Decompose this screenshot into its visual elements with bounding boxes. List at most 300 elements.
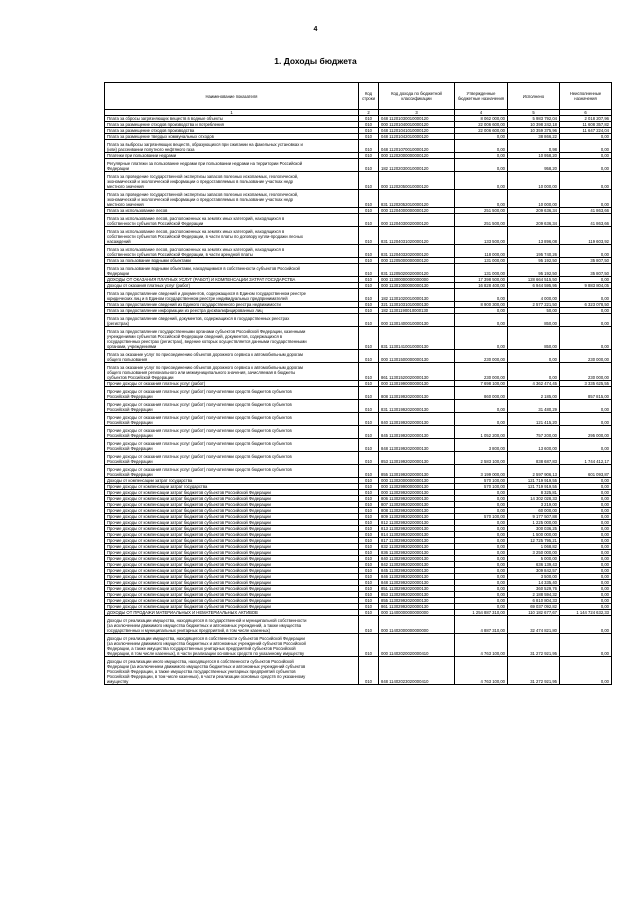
row-kbk: 831 11202052010000120 bbox=[379, 190, 455, 208]
row-name bbox=[105, 350, 359, 363]
row-kbk: 817 11302992020000130 bbox=[379, 538, 455, 544]
row-line-code: 010 bbox=[359, 502, 379, 508]
row-approved: 22 006 600,00 bbox=[455, 128, 508, 134]
row-approved: 570 100,00 bbox=[455, 514, 508, 520]
row-line-code: 010 bbox=[359, 478, 379, 484]
row-kbk: 000 11302000000000130 bbox=[379, 478, 455, 484]
row-approved: 131 000,00 bbox=[455, 258, 508, 264]
table-row bbox=[105, 159, 612, 172]
row-name bbox=[105, 264, 359, 277]
row-approved: 22 006 600,00 bbox=[455, 122, 508, 128]
row-kbk: 182 11301190010000130 bbox=[379, 308, 455, 314]
row-approved: 0,00 bbox=[455, 327, 508, 350]
row-kbk: 831 11205020020000120 bbox=[379, 264, 455, 277]
row-approved: 0,00 bbox=[455, 550, 508, 556]
row-name bbox=[105, 314, 359, 327]
table-row bbox=[105, 350, 612, 363]
row-name-line: Плата за оказание услуг по присоединению объектов дорожного сервиса к автомобильным дорогам bbox=[107, 352, 303, 357]
row-approved: 0,00 bbox=[455, 190, 508, 208]
row-unexecuted: 601 093,87 bbox=[560, 465, 612, 478]
row-line-code: 010 bbox=[359, 426, 379, 439]
row-executed: 110 182 677,67 bbox=[508, 610, 560, 616]
row-unexecuted: 295 000,00 bbox=[560, 426, 612, 439]
row-name-line: Федерации, в том числе казенных), в части реализации основных средств по указанному имуществу bbox=[107, 651, 305, 656]
row-line-code: 010 bbox=[359, 190, 379, 208]
row-line-code: 010 bbox=[359, 327, 379, 350]
row-unexecuted: 3 335 625,55 bbox=[560, 381, 612, 387]
row-kbk: 813 11302992020000130 bbox=[379, 526, 455, 532]
row-executed: 360 529,76 bbox=[508, 586, 560, 592]
row-unexecuted: 6 323 078,50 bbox=[560, 302, 612, 308]
row-kbk: 814 11302992020000130 bbox=[379, 532, 455, 538]
row-approved: 0,00 bbox=[455, 413, 508, 426]
row-line-code: 010 bbox=[359, 413, 379, 426]
row-name-line: Прочие доходы от компенсации затрат бюджетов субъектов Российской Федерации bbox=[107, 514, 271, 519]
row-executed: 10 000,00 bbox=[508, 190, 560, 208]
table-row bbox=[105, 439, 612, 452]
row-kbk: 000 11302990000000130 bbox=[379, 484, 455, 490]
row-unexecuted: 0,00 bbox=[560, 478, 612, 484]
row-unexecuted: 0,00 bbox=[560, 586, 612, 592]
row-name-line: собственности субъектов Российской Федерации, в части арендной платы bbox=[107, 252, 253, 257]
table-row bbox=[105, 172, 612, 190]
row-line-code: 010 bbox=[359, 289, 379, 302]
row-unexecuted: 0,00 bbox=[560, 439, 612, 452]
row-line-code: 010 bbox=[359, 592, 379, 598]
row-unexecuted: 11 608 357,82 bbox=[560, 122, 612, 128]
row-executed: 209 636,34 bbox=[508, 208, 560, 214]
row-line-code: 010 bbox=[359, 302, 379, 308]
row-kbk: 851 11302992020000130 bbox=[379, 586, 455, 592]
row-name-line: Прочие доходы от компенсации затрат бюджетов субъектов Российской Федерации bbox=[107, 502, 271, 507]
row-name-line: Плата за оказание услуг по присоединению объектов дорожного сервиса к автомобильным дорогам bbox=[107, 365, 303, 370]
row-unexecuted: 1 744 412,17 bbox=[560, 452, 612, 465]
row-name-line: Плата за размещение твердых коммунальных отходов bbox=[107, 134, 214, 139]
row-line-code: 010 bbox=[359, 387, 379, 400]
row-name-line: Прочие доходы от оказания платных услуг (работ) получателями средств бюджетов субъектов bbox=[107, 454, 292, 459]
row-line-code: 010 bbox=[359, 634, 379, 657]
table-row bbox=[105, 264, 612, 277]
row-name-line: Плата за предоставление сведений из Единого государственного реестра недвижимости bbox=[107, 302, 281, 307]
row-unexecuted: 230 000,00 bbox=[560, 350, 612, 363]
row-line-code: 010 bbox=[359, 128, 379, 134]
row-line-code: 010 bbox=[359, 580, 379, 586]
row-name-line: Плата за выбросы загрязняющих веществ, образующихся при сжигании на факельных установках и bbox=[107, 142, 303, 147]
row-name-line: Платежи при пользовании недрами bbox=[107, 153, 177, 158]
row-name-line: Российской Федерации bbox=[107, 420, 153, 425]
row-unexecuted: 0,00 bbox=[560, 327, 612, 350]
row-unexecuted: 857 815,00 bbox=[560, 387, 612, 400]
row-kbk: 806 11302992020000130 bbox=[379, 496, 455, 502]
row-unexecuted: 0,00 bbox=[560, 580, 612, 586]
row-kbk: 809 11302992020000130 bbox=[379, 514, 455, 520]
row-name-line: учреждениями субъектов Российской Федерации сведений, документов, содержащихся в bbox=[107, 334, 283, 339]
row-name-line: Прочие доходы от оказания платных услуг (работ) bbox=[107, 381, 206, 386]
row-name-line: Российской Федерации bbox=[107, 446, 153, 451]
row-executed: 2 188 594,32 bbox=[508, 592, 560, 598]
table-row bbox=[105, 245, 612, 258]
row-name-line: Прочие доходы от компенсации затрат бюджетов субъектов Российской Федерации bbox=[107, 496, 271, 501]
row-kbk: 048 11201070010000120 bbox=[379, 140, 455, 153]
row-kbk: 855 11302992020000130 bbox=[379, 598, 455, 604]
row-approved: 230 000,00 bbox=[455, 350, 508, 363]
row-approved: 2 583 100,00 bbox=[455, 452, 508, 465]
row-line-code: 010 bbox=[359, 116, 379, 122]
row-approved: 4 763 100,00 bbox=[455, 634, 508, 657]
row-name bbox=[105, 363, 359, 381]
row-executed: 757 200,00 bbox=[508, 426, 560, 439]
row-name-line: экономической и экологической информации о предоставляемых в пользование участках недр bbox=[107, 197, 294, 202]
row-unexecuted: 0,00 bbox=[560, 314, 612, 327]
row-approved: 0,00 bbox=[455, 140, 508, 153]
row-name-line: Прочие доходы от компенсации затрат бюджетов субъектов Российской Федерации bbox=[107, 490, 271, 495]
header-approved: Утвержденные бюджетные назначения bbox=[455, 83, 508, 110]
row-line-code: 010 bbox=[359, 556, 379, 562]
row-approved: 0,00 bbox=[455, 134, 508, 140]
row-unexecuted: 119 603,92 bbox=[560, 227, 612, 245]
table-row bbox=[105, 616, 612, 634]
row-approved: 0,00 bbox=[455, 526, 508, 532]
row-line-code: 010 bbox=[359, 314, 379, 327]
row-executed: 128 664 515,50 bbox=[508, 277, 560, 283]
row-line-code: 010 bbox=[359, 159, 379, 172]
row-name-line: общего пользования регионального или межмуниципального значения, зачисляемая в бюджеты bbox=[107, 370, 296, 375]
row-line-code: 010 bbox=[359, 598, 379, 604]
row-approved: 230 000,00 bbox=[455, 363, 508, 381]
row-executed: 195 740,26 bbox=[508, 245, 560, 258]
row-kbk: 861 11301520020000130 bbox=[379, 363, 455, 381]
row-executed: 14 302 028,33 bbox=[508, 496, 560, 502]
row-executed: 3 219,00 bbox=[508, 502, 560, 508]
row-unexecuted: 0,00 bbox=[560, 289, 612, 302]
row-name-line: Доходы от реализации имущества, находящегося в собственности субъектов Российской Федерации bbox=[107, 636, 305, 641]
income-table bbox=[104, 82, 612, 685]
row-name-line: Прочие доходы от компенсации затрат бюджетов субъектов Российской Федерации bbox=[107, 532, 271, 537]
row-approved: 0,00 bbox=[455, 308, 508, 314]
row-line-code: 010 bbox=[359, 227, 379, 245]
row-approved: 0,00 bbox=[455, 496, 508, 502]
row-unexecuted: 11 647 224,04 bbox=[560, 128, 612, 134]
table-row bbox=[105, 452, 612, 465]
row-approved: 0,00 bbox=[455, 153, 508, 159]
row-name bbox=[105, 387, 359, 400]
row-line-code: 010 bbox=[359, 134, 379, 140]
row-name-line: Прочие доходы от компенсации затрат бюджетов субъектов Российской Федерации bbox=[107, 586, 271, 591]
row-unexecuted: 230 000,00 bbox=[560, 363, 612, 381]
row-approved: 0,00 bbox=[455, 580, 508, 586]
row-executed: 838 687,83 bbox=[508, 452, 560, 465]
row-executed: 5 000,00 bbox=[508, 556, 560, 562]
row-name-line: Плата за предоставление сведений, документов, содержащихся в государственных реестрах bbox=[107, 316, 290, 321]
row-executed: 3 500,00 bbox=[508, 574, 560, 580]
row-name-line: Прочие доходы от компенсации затрат бюджетов субъектов Российской Федерации bbox=[107, 574, 271, 579]
row-kbk: 808 11301992020000130 bbox=[379, 387, 455, 400]
row-approved: 0,00 bbox=[455, 502, 508, 508]
row-approved: 0,00 bbox=[455, 520, 508, 526]
header-number: 6 bbox=[560, 110, 612, 116]
row-name-line: Плата за проведение государственной экспертизы запасов полезных ископаемых, геологической, bbox=[107, 174, 299, 179]
row-unexecuted: 41 863,66 bbox=[560, 208, 612, 214]
row-unexecuted: 0,00 bbox=[560, 502, 612, 508]
row-executed: 9 177 507,88 bbox=[508, 514, 560, 520]
row-line-code: 010 bbox=[359, 245, 379, 258]
row-unexecuted: 0,00 bbox=[560, 490, 612, 496]
row-executed: 1 225 000,00 bbox=[508, 520, 560, 526]
row-unexecuted: 0,00 bbox=[560, 190, 612, 208]
row-name-line: Плата за размещение отходов производства и потребления bbox=[107, 122, 224, 127]
row-name-line: Прочие доходы от компенсации затрат бюджетов субъектов Российской Федерации bbox=[107, 508, 271, 513]
row-name-line: Плата за использование лесов bbox=[107, 208, 168, 213]
row-unexecuted: 0,00 bbox=[560, 484, 612, 490]
row-unexecuted: 0,00 bbox=[560, 634, 612, 657]
row-unexecuted: 0,00 bbox=[560, 532, 612, 538]
row-name-line: Прочие доходы от оказания платных услуг (работ) получателями средств бюджетов субъектов bbox=[107, 402, 292, 407]
row-kbk: 000 11402000000000000 bbox=[379, 616, 455, 634]
row-approved: 0,00 bbox=[455, 556, 508, 562]
row-approved: 0,00 bbox=[455, 574, 508, 580]
row-unexecuted: 9 883 804,05 bbox=[560, 283, 612, 289]
row-approved: 0,00 bbox=[455, 490, 508, 496]
row-line-code: 010 bbox=[359, 363, 379, 381]
header-number: 1 bbox=[105, 110, 359, 116]
row-unexecuted: 0,00 bbox=[560, 562, 612, 568]
row-name-line: Федерации bbox=[107, 271, 129, 276]
row-name-line: Прочие доходы от компенсации затрат бюджетов субъектов Российской Федерации bbox=[107, 538, 271, 543]
row-name-line: Плата за предоставление информации из реестра дисквалифицированных лиц bbox=[107, 308, 263, 313]
row-name-line: Плата за использование лесов, расположенных на землях иных категорий, находящихся в bbox=[107, 216, 285, 221]
table-row bbox=[105, 227, 612, 245]
row-executed: 209 636,34 bbox=[508, 214, 560, 227]
row-unexecuted: 0,00 bbox=[560, 520, 612, 526]
table-body bbox=[105, 116, 612, 685]
row-executed: 1 500 000,00 bbox=[508, 532, 560, 538]
row-name-line: (за исключением движимого имущества бюджетных и автономных учреждений субъектов Российской bbox=[107, 641, 306, 646]
row-name-line: Плата за пользование водными объектами bbox=[107, 258, 191, 263]
row-executed: 31 272 921,95 bbox=[508, 634, 560, 657]
row-kbk: 855 11301992020000130 bbox=[379, 465, 455, 478]
row-name-line: субъектов Российской Федерации bbox=[107, 375, 174, 380]
row-kbk: 000 11301000000000130 bbox=[379, 283, 455, 289]
row-name-line: местного значения bbox=[107, 184, 144, 189]
header-number: 3 bbox=[379, 110, 455, 116]
row-name-line: насаждений bbox=[107, 239, 131, 244]
row-executed: 10 000,00 bbox=[508, 172, 560, 190]
row-executed: 3 250 000,00 bbox=[508, 550, 560, 556]
row-name-line: Плата за использование лесов, расположенных на землях иных категорий, находящихся в bbox=[107, 229, 285, 234]
row-executed: 0,00 bbox=[508, 363, 560, 381]
row-approved: 0,00 bbox=[455, 586, 508, 592]
row-unexecuted: 0,00 bbox=[560, 245, 612, 258]
row-executed: 850,00 bbox=[508, 327, 560, 350]
row-line-code: 010 bbox=[359, 514, 379, 520]
row-approved: 0,00 bbox=[455, 544, 508, 550]
row-executed: 69 037 092,82 bbox=[508, 604, 560, 610]
row-unexecuted: 0,00 bbox=[560, 657, 612, 685]
row-kbk: 321 11301031010000130 bbox=[379, 302, 455, 308]
row-name-line: Российской Федерации bbox=[107, 472, 153, 477]
row-unexecuted: 0,00 bbox=[560, 277, 612, 283]
row-unexecuted: 0,00 bbox=[560, 153, 612, 159]
row-kbk: 808 11302992020000130 bbox=[379, 508, 455, 514]
table-row bbox=[105, 426, 612, 439]
row-unexecuted: 0,00 bbox=[560, 400, 612, 413]
row-executed: 12 725 795,21 bbox=[508, 538, 560, 544]
row-kbk: 846 11302992020000130 bbox=[379, 574, 455, 580]
row-approved: 1 052 200,00 bbox=[455, 426, 508, 439]
row-name-line: ДОХОДЫ ОТ ОКАЗАНИЯ ПЛАТНЫХ УСЛУГ (РАБОТ) И КОМПЕНСАЦИИ ЗАТРАТ ГОСУДАРСТВА bbox=[107, 277, 296, 282]
row-executed: 14 335,40 bbox=[508, 580, 560, 586]
row-unexecuted: 41 863,66 bbox=[560, 214, 612, 227]
row-name-line: Прочие доходы от компенсации затрат бюджетов субъектов Российской Федерации bbox=[107, 520, 271, 525]
row-approved: 0,00 bbox=[455, 314, 508, 327]
row-approved: 0,00 bbox=[455, 172, 508, 190]
row-kbk: 831 11301992020000130 bbox=[379, 400, 455, 413]
row-line-code: 010 bbox=[359, 490, 379, 496]
table-row bbox=[105, 363, 612, 381]
table-row bbox=[105, 314, 612, 327]
row-kbk: 000 11400000000000000 bbox=[379, 610, 455, 616]
table-row bbox=[105, 289, 612, 302]
row-kbk: 848 11302992020000130 bbox=[379, 580, 455, 586]
row-name-line: Регулярные платежи за пользование недрами при пользовании недрами на территории Российской bbox=[107, 161, 303, 166]
row-line-code: 010 bbox=[359, 526, 379, 532]
row-name-line: Прочие доходы от компенсации затрат бюджетов субъектов Российской Федерации bbox=[107, 598, 271, 603]
row-executed: 13 896,08 bbox=[508, 227, 560, 245]
header-number: 5 bbox=[508, 110, 560, 116]
row-name bbox=[105, 634, 359, 657]
header-row bbox=[105, 83, 612, 110]
row-executed: 31 480,29 bbox=[508, 400, 560, 413]
row-unexecuted: 0,00 bbox=[560, 592, 612, 598]
row-kbk: 048 11201030010000120 bbox=[379, 116, 455, 122]
row-executed: 300 036,25 bbox=[508, 526, 560, 532]
row-executed: 121 719 919,55 bbox=[508, 484, 560, 490]
row-kbk: 831 11301410010000130 bbox=[379, 327, 455, 350]
row-approved: 8 062 000,00 bbox=[455, 116, 508, 122]
row-kbk: 000 11302992020000130 bbox=[379, 490, 455, 496]
row-unexecuted: 0,00 bbox=[560, 496, 612, 502]
row-name-line: Прочие доходы от компенсации затрат бюджетов субъектов Российской Федерации bbox=[107, 604, 271, 609]
row-name bbox=[105, 426, 359, 439]
row-line-code: 010 bbox=[359, 208, 379, 214]
row-line-code: 010 bbox=[359, 439, 379, 452]
row-executed: 95 192,50 bbox=[508, 258, 560, 264]
row-kbk: 840 11302992020000130 bbox=[379, 556, 455, 562]
row-executed: 850,00 bbox=[508, 314, 560, 327]
row-name-line: имуществу bbox=[107, 679, 129, 684]
row-name-line: Плата за сбросы загрязняющих веществ в водные объекты bbox=[107, 116, 223, 121]
row-unexecuted: 0,00 bbox=[560, 134, 612, 140]
row-executed: 0,00 bbox=[508, 350, 560, 363]
row-approved: 0,00 bbox=[455, 400, 508, 413]
row-line-code: 010 bbox=[359, 283, 379, 289]
row-executed: 4 000,00 bbox=[508, 289, 560, 302]
row-line-code: 010 bbox=[359, 568, 379, 574]
row-unexecuted: 0,00 bbox=[560, 538, 612, 544]
row-executed: 8 325,81 bbox=[508, 490, 560, 496]
row-executed: 6 944 595,95 bbox=[508, 283, 560, 289]
row-name-line: Плата за предоставление сведений и документов, содержащихся в Едином государственном реестре bbox=[107, 291, 307, 296]
row-kbk: 048 11201042010000120 bbox=[379, 134, 455, 140]
row-approved: 3 199 000,00 bbox=[455, 465, 508, 478]
row-approved: 3 800,00 bbox=[455, 439, 508, 452]
row-name-line: Прочие доходы от компенсации затрат бюджетов субъектов Российской Федерации bbox=[107, 526, 271, 531]
row-name-line: Прочие доходы от оказания платных услуг (работ) получателями средств бюджетов субъектов bbox=[107, 428, 292, 433]
row-name-line: (за исключением движимого имущества бюджетных и автономных учреждений, а также имущества bbox=[107, 623, 302, 628]
row-name-line: Плата за размещение отходов производства bbox=[107, 128, 195, 133]
header-kbk: Код дохода по бюджетной классификации bbox=[379, 83, 455, 110]
row-executed: 1 068,82 bbox=[508, 544, 560, 550]
row-approved: 4 887 310,00 bbox=[455, 616, 508, 634]
row-name-line: Российской Федерации bbox=[107, 407, 153, 412]
row-kbk: 000 11202050010000120 bbox=[379, 172, 455, 190]
row-kbk: 182 11301020010000130 bbox=[379, 289, 455, 302]
row-name bbox=[105, 413, 359, 426]
row-approved: 8 900 300,00 bbox=[455, 302, 508, 308]
row-line-code: 010 bbox=[359, 140, 379, 153]
row-line-code: 010 bbox=[359, 496, 379, 502]
row-name bbox=[105, 227, 359, 245]
row-name bbox=[105, 327, 359, 350]
row-name bbox=[105, 245, 359, 258]
row-line-code: 010 bbox=[359, 381, 379, 387]
row-unexecuted: 0,00 bbox=[560, 568, 612, 574]
row-line-code: 010 bbox=[359, 264, 379, 277]
row-kbk: 845 11301992020000130 bbox=[379, 426, 455, 439]
row-name-line: Российской Федерации, в том числе казенных), в части реализации основных средств по указанному bbox=[107, 674, 306, 679]
row-name-line: юридических лиц и в Едином государственном реестре индивидуальных предпринимателей bbox=[107, 296, 288, 301]
row-name-line: Плата за пользование водными объектами, находящимися в собственности субъектов Российской bbox=[107, 266, 300, 271]
row-name-line: Прочие доходы от оказания платных услуг (работ) получателями средств бюджетов субъектов bbox=[107, 441, 292, 446]
header-line-code: Код строки bbox=[359, 83, 379, 110]
row-unexecuted: 0,00 bbox=[560, 556, 612, 562]
row-name bbox=[105, 289, 359, 302]
row-line-code: 010 bbox=[359, 277, 379, 283]
row-kbk: 840 11301992020000130 bbox=[379, 413, 455, 426]
row-unexecuted: 0,00 bbox=[560, 413, 612, 426]
row-name-line: общего пользования bbox=[107, 357, 148, 362]
row-name-line: местного значения bbox=[107, 202, 144, 207]
row-line-code: 010 bbox=[359, 544, 379, 550]
row-executed: 958,20 bbox=[508, 159, 560, 172]
row-line-code: 010 bbox=[359, 400, 379, 413]
header-number: 2 bbox=[359, 110, 379, 116]
page-title: 1. Доходы бюджета bbox=[274, 56, 357, 66]
row-name-line: экономической и экологической информации о предоставляемых в пользование участках недр bbox=[107, 179, 294, 184]
row-kbk: 845 11302992020000130 bbox=[379, 568, 455, 574]
row-executed: 38 866,22 bbox=[508, 134, 560, 140]
row-line-code: 010 bbox=[359, 508, 379, 514]
row-kbk: 861 11302992020000130 bbox=[379, 604, 455, 610]
row-name-line: органами, учреждениями bbox=[107, 344, 157, 349]
row-unexecuted: 0,00 bbox=[560, 508, 612, 514]
row-kbk: 000 11301400010000130 bbox=[379, 314, 455, 327]
row-executed: 309 842,57 bbox=[508, 568, 560, 574]
row-line-code: 010 bbox=[359, 574, 379, 580]
row-executed: 60 000,00 bbox=[508, 508, 560, 514]
row-kbk: 832 11302992020000130 bbox=[379, 544, 455, 550]
row-approved: 0,00 bbox=[455, 159, 508, 172]
row-approved: 17 398 500,00 bbox=[455, 277, 508, 283]
row-kbk: 000 11205000000000120 bbox=[379, 258, 455, 264]
row-line-code: 010 bbox=[359, 562, 379, 568]
row-line-code: 010 bbox=[359, 172, 379, 190]
row-line-code: 010 bbox=[359, 610, 379, 616]
row-name-line: Прочие доходы от компенсации затрат бюджетов субъектов Российской Федерации bbox=[107, 562, 271, 567]
row-name-line: (регистрах) bbox=[107, 321, 130, 326]
row-name bbox=[105, 400, 359, 413]
row-name-line: Прочие доходы от компенсации затрат бюджетов субъектов Российской Федерации bbox=[107, 544, 271, 549]
